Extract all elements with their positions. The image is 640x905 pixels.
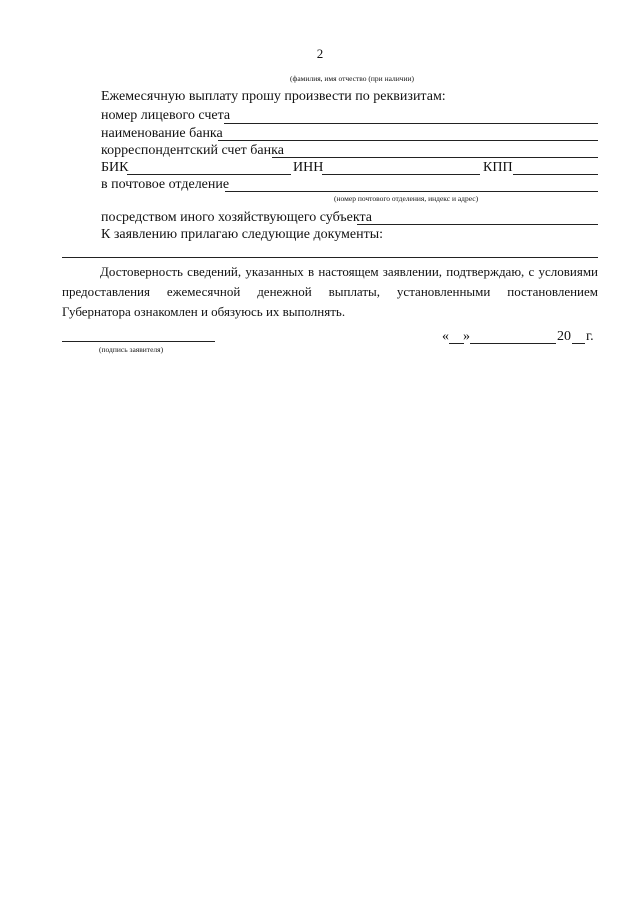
- documents-label: К заявлению прилагаю следующие документы:: [101, 227, 384, 242]
- date-year-prefix: 20: [557, 329, 571, 344]
- date-year-suffix: г.: [586, 329, 594, 344]
- documents-line: [62, 257, 598, 258]
- inn-label: ИНН: [293, 160, 324, 175]
- corr-account-line: [272, 157, 598, 158]
- date-month-line: [470, 343, 556, 344]
- fio-caption: (фамилия, имя отчество (при наличии): [290, 74, 415, 83]
- requisites-intro: Ежемесячную выплату прошу произвести по реквизитам:: [101, 89, 446, 104]
- kpp-label: КПП: [483, 160, 513, 175]
- inn-line: [322, 174, 480, 175]
- post-office-label: в почтовое отделение: [101, 177, 230, 192]
- account-label: номер лицевого счета: [101, 108, 231, 123]
- signature-caption: (подпись заявителя): [99, 345, 164, 354]
- signature-line: [62, 341, 215, 342]
- page-number: 2: [316, 46, 324, 61]
- post-office-line: [225, 191, 598, 192]
- kpp-line: [513, 174, 598, 175]
- post-office-caption: (номер почтового отделения, индекс и адрес): [334, 194, 479, 203]
- date-year-line: [572, 343, 585, 344]
- confirmation-text: Достоверность сведений, указанных в настоящем заявлении, подтверждаю, с условиями предоставления ежемесячной денежной выплаты, установленными постановлением Губернатора ознакомлен и обязуюсь их выполнять.: [62, 264, 598, 319]
- corr-account-label: корреспондентский счет банка: [101, 143, 284, 158]
- bik-line: [127, 174, 291, 175]
- other-entity-label: посредством иного хозяйствующего субъекта: [101, 210, 372, 225]
- account-line: [224, 123, 598, 124]
- bank-name-label: наименование банка: [101, 126, 223, 141]
- other-entity-line: [357, 224, 598, 225]
- date-day-line: [449, 343, 464, 344]
- date-open-quote: «: [442, 329, 449, 344]
- bik-label: БИК: [101, 160, 129, 175]
- date-close-quote: »: [463, 329, 470, 344]
- bank-name-line: [218, 140, 598, 141]
